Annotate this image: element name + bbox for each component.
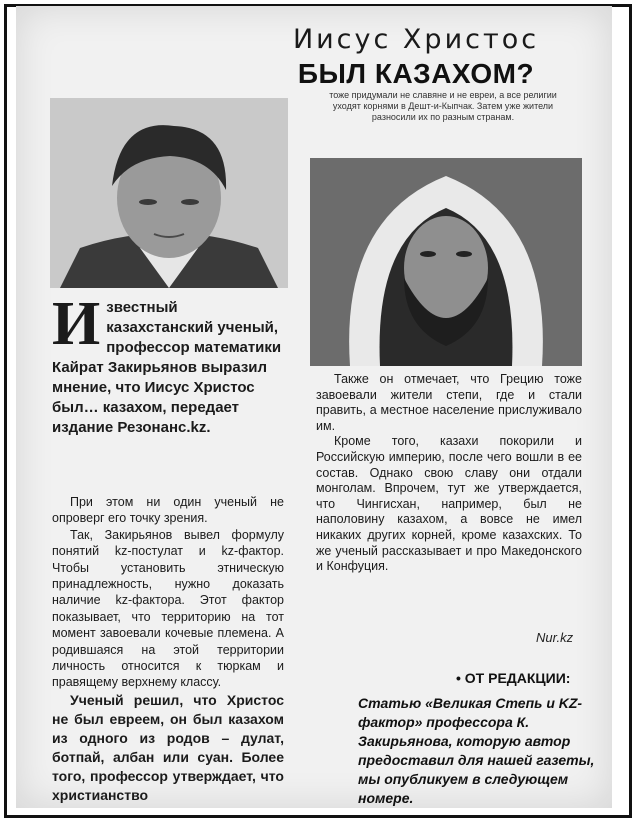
jesus-photo <box>310 158 582 366</box>
professor-portrait-icon <box>50 98 288 288</box>
dropcap: И <box>52 290 101 358</box>
headline-line1: Иисус Христос <box>292 24 540 55</box>
editor-note-heading: • ОТ РЕДАКЦИИ: <box>456 670 571 686</box>
headline-line2: БЫЛ КАЗАХОМ? <box>297 58 535 89</box>
source-credit: Nur.kz <box>536 630 574 645</box>
newspaper-clipping <box>16 6 612 808</box>
editor-note-text: Статью «Великая Степь и KZ-фактор» профессора К. Закирьянова, которую автор предоставил для нашей газеты, мы опубликуем в следующем номере. <box>358 695 595 806</box>
lead-paragraph <box>52 290 282 438</box>
lead-text: звестный казахстанский ученый, профессор математики Кайрат Закирьянов выразил мнение, что Иисус Христос был… казахом, передает издание Резонанс.kz. <box>52 299 282 436</box>
paragraph: Кроме того, казахи покорили и Российскую империю, после чего вошли в ее состав. Однако свою славу они отдали монголам. Впрочем, тут же утверждается, что Чингисхан, например, был не наполовину казахом, а вовсе не имел никаких других корней, кроме казахских. То же ученый рассказывает и про Македонского и Конфуция. <box>316 434 582 574</box>
top-right-continuation: тоже придумали не славяне и не евреи, а все религии уходят корнями в Дешт-и-Кыпчак. Затем уже жители разносили их по разным странам. <box>329 90 557 122</box>
paragraph: Также он отмечает, что Грецию тоже завоевали жители степи, где и стали править, а местное население прислуживало им. <box>316 372 582 433</box>
paragraph: При этом ни один ученый не опроверг его точку зрения. <box>52 495 284 526</box>
paragraph: Так, Закирьянов вывел формулу понятий kz-постулат и kz-фактор. Чтобы установить этническую принадлежность, нужно доказать наличие kz-фактора. Этот фактор показывает, что территорию на тот момент завоевали кочевые племена. А родившаяся на этой территории личность относится к тюркам и правящему верхнему классу. <box>52 527 284 690</box>
jesus-portrait-icon <box>310 158 582 366</box>
paragraph: Ученый решил, что Христос не был евреем, он был казахом из одного из родов – дулат, ботпай, албан или суан. Более того, профессор утверждает, что христианство <box>52 691 284 803</box>
professor-photo <box>50 98 288 288</box>
left-column-body <box>52 494 284 805</box>
right-column-body <box>316 372 582 575</box>
